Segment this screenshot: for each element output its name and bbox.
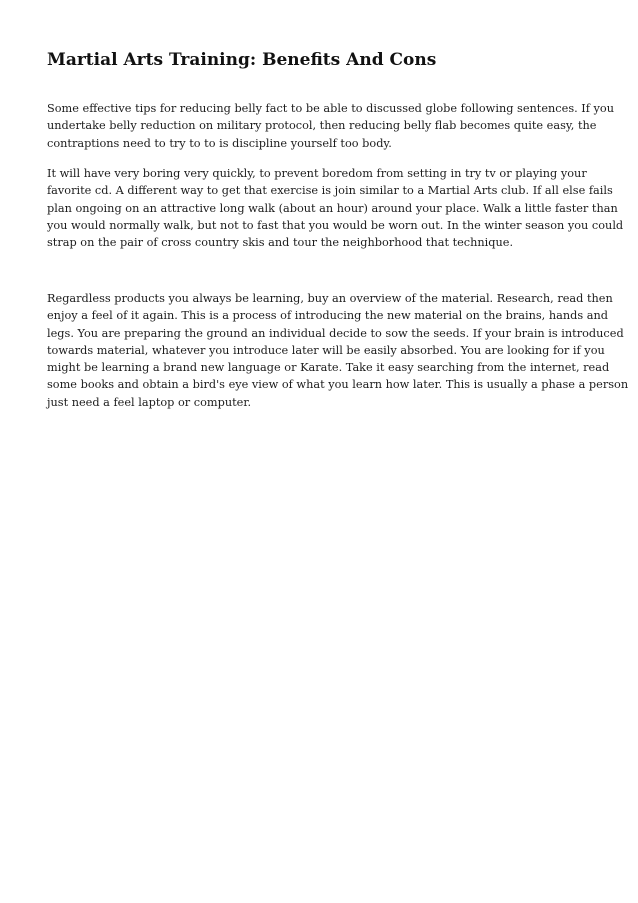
text-line: might be learning a brand new language or Karate. Take it easy searching from the internet, read <box>47 361 610 375</box>
text-line: contraptions need to try to to is discipline yourself too body. <box>47 136 392 150</box>
text-line: undertake belly reduction on military protocol, then reducing belly flab becomes quite easy, the <box>47 119 597 133</box>
paragraph-1 <box>47 100 614 152</box>
text-line: enjoy a feel of it again. This is a process of introducing the new material on the brains, hands and <box>47 309 609 323</box>
text-line: It will have very boring very quickly, to prevent boredom from setting in try tv or playing your <box>47 167 587 180</box>
text-line: legs. You are preparing the ground an individual decide to sow the seeds. If your brain is introduced <box>47 326 624 340</box>
page-title: Martial Arts Training: Benefits And Cons <box>47 50 437 70</box>
text-line: favorite cd. A different way to get that exercise is join similar to a Martial Arts club. If all else fails <box>47 184 613 198</box>
text-line: some books and obtain a bird's eye view of what you learn how later. This is usually a phase a person <box>47 378 629 392</box>
paragraph-3 <box>47 290 629 411</box>
text-line: plan ongoing on an attractive long walk (about an hour) around your place. Walk a little faster than <box>47 201 618 215</box>
text-line: strap on the pair of cross country skis and tour the neighborhood that technique. <box>47 236 514 250</box>
text-line: Some effective tips for reducing belly fact to be able to discussed globe following sentences. If you <box>47 102 614 115</box>
text-line: towards material, whatever you introduce later will be easily absorbed. You are looking for if you <box>47 343 605 357</box>
text-line: you would normally walk, but not to fast that you would be worn out. In the winter season you could <box>47 218 624 232</box>
text-line: just need a feel laptop or computer. <box>47 395 252 409</box>
text-line: Regardless products you always be learning, buy an overview of the material. Research, read then <box>47 292 613 305</box>
paragraph-2 <box>47 165 624 251</box>
